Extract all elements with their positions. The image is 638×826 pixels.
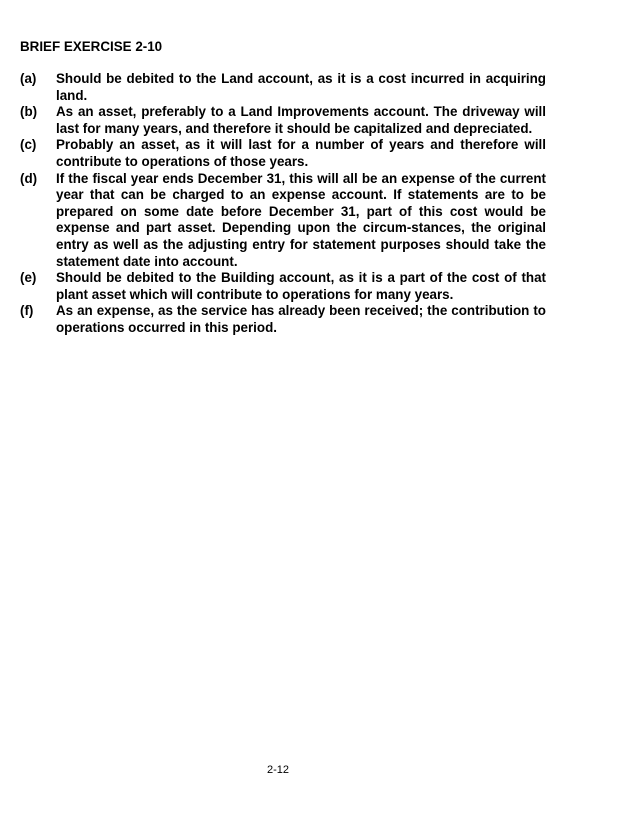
answer-list bbox=[20, 71, 546, 337]
item-text: Should be debited to the Building account, as it is a part of the cost of that plant asset which will contribute to operations for many years. bbox=[56, 270, 546, 302]
item-text: If the fiscal year ends December 31, this will all be an expense of the current year that can be charged to an expense account. If statements are to be prepared on some date before December 31, part of this cost would be expense and part asset. Depending upon the circum-stances, the original entry as well as the adjusting entry for statement purposes should take the statement date into account. bbox=[56, 170, 546, 269]
item-label: (c) bbox=[20, 137, 37, 153]
item-label: (e) bbox=[20, 270, 37, 286]
item-label: (a) bbox=[20, 71, 37, 86]
item-label: (f) bbox=[20, 303, 34, 319]
answer-item-c bbox=[20, 137, 546, 170]
item-text: As an expense, as the service has already been received; the contribution to operations occurred in this period. bbox=[56, 303, 546, 335]
item-label: (d) bbox=[20, 170, 38, 186]
answer-item-d bbox=[20, 171, 546, 271]
answer-item-b bbox=[20, 104, 546, 137]
answer-item-f bbox=[20, 303, 546, 336]
item-label: (b) bbox=[20, 104, 38, 120]
item-text: As an asset, preferably to a Land Improvements account. The driveway will last for many years, and therefore it should be capitalized and depreciated. bbox=[56, 104, 546, 136]
answer-item-e bbox=[20, 270, 546, 303]
item-text: Probably an asset, as it will last for a number of years and therefore will contribute to operations of those years. bbox=[56, 137, 546, 169]
item-text: Should be debited to the Land account, as it is a cost incurred in acquiring land. bbox=[56, 71, 546, 103]
answer-item-a bbox=[20, 71, 546, 104]
page-number: 2-12 bbox=[266, 764, 290, 776]
exercise-title: BRIEF EXERCISE 2-10 bbox=[20, 39, 163, 54]
